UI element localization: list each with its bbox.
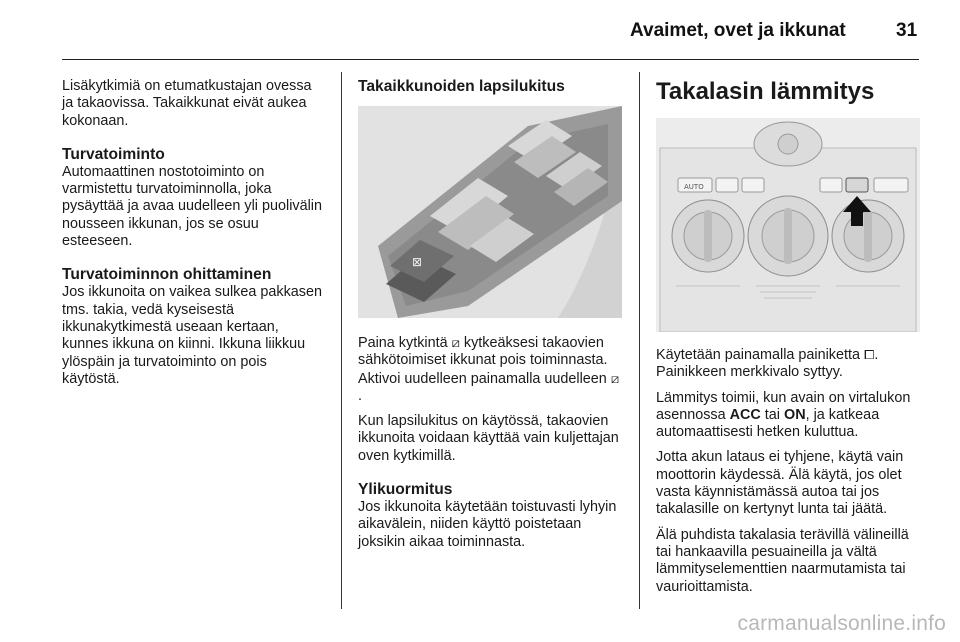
column-2 bbox=[358, 78, 620, 559]
hvac-panel-illustration bbox=[656, 118, 920, 332]
chapter-title: Avaimet, ovet ja ikkunat bbox=[630, 20, 846, 41]
heading-lapsilukitus: Takaikkunoiden lapsilukitus bbox=[358, 78, 565, 95]
page-number: 31 bbox=[896, 20, 918, 41]
paragraph-puhdistus: Älä puhdista takalasia terävillä välineillä tai hankaavilla pesuaineilla ja vältä lämmityselementtien naarmutamista tai vaurioittamista. bbox=[656, 526, 909, 595]
paragraph-ohittaminen: Jos ikkunoita on vaikea sulkea pakkasen tms. takia, vedä kyseisestä ikkunakytkimestä useaan kertaan, kunnes ikkuna on kiinni. Ikkuna liikkuu ylöspäin ja turvatoiminto on pois käytöstä. bbox=[62, 284, 322, 387]
rear-window-heating-icon: ⧠ bbox=[864, 347, 875, 362]
header-rule bbox=[62, 59, 919, 60]
column-3 bbox=[656, 78, 920, 604]
column-1 bbox=[62, 78, 324, 396]
window-switch-illustration bbox=[358, 106, 622, 318]
heading-ohittaminen: Turvatoiminnon ohittaminen bbox=[62, 266, 272, 284]
paragraph-kaytto: Käytetään painamalla painiketta ⧠. Painikkeen merkkivalo syttyy. bbox=[656, 347, 879, 381]
column-divider-2 bbox=[639, 72, 640, 609]
intro-paragraph: Lisäkytkimiä on etumatkustajan ovessa ja takaovissa. Takaikkunat eivät aukea kokonaan. bbox=[62, 78, 312, 129]
heading-ylikuormitus: Ylikuormitus bbox=[358, 481, 453, 499]
child-lock-icon: ⧄ bbox=[610, 370, 620, 386]
page-header bbox=[0, 0, 960, 62]
watermark: carmanualsonline.info bbox=[737, 612, 946, 635]
hvac-panel-figure bbox=[656, 118, 920, 332]
paragraph-virtalukko: Lämmitys toimii, kun avain on virtalukon asennossa ACC tai ON, ja katkeaa automaattisesti hetken kuluttua. bbox=[656, 389, 911, 441]
paragraph-turvatoiminto: Automaattinen nostotoiminto on varmistettu turvatoiminnolla, joka pysäyttää ja avaa uudelleen yli puolivälin nousseen ikkunan, jos se osuu esteeseen. bbox=[62, 163, 323, 250]
heading-turvatoiminto: Turvatoiminto bbox=[62, 145, 165, 163]
paragraph-akku: Jotta akun lataus ei tyhjene, käytä vain moottorin käydessä. Älä käytä, jos olet vasta käynnistämässä autoa tai jos takalasille on kertynyt lunta tai jäätä. bbox=[656, 449, 904, 518]
paragraph-lapsilukitus: Paina kytkintä ⧄ kytkeäksesi takaovien sähkötoimiset ikkunat pois toiminnasta. Aktivoi uudelleen painamalla uudelleen ⧄. bbox=[358, 335, 620, 404]
paragraph-lapsilukitus-kaytossa: Kun lapsilukitus on käytössä, takaovien ikkunoita voidaan käyttää vain kuljettajan oven kytkimillä. bbox=[358, 413, 619, 464]
child-lock-icon: ⧄ bbox=[451, 335, 460, 350]
paragraph-ylikuormitus: Jos ikkunoita käytetään toistuvasti lyhyin aikavälein, niiden käyttö poistetaan joksikin aikaa toiminnasta. bbox=[358, 499, 617, 550]
acc-label: ACC bbox=[729, 406, 761, 423]
auto-button-label: AUTO bbox=[684, 183, 704, 191]
column-divider-1 bbox=[341, 72, 342, 609]
heading-takalasin-lammitys: Takalasin lämmitys bbox=[656, 78, 875, 105]
svg-text:⊠: ⊠ bbox=[412, 255, 423, 269]
window-switch-figure bbox=[358, 106, 622, 318]
on-label: ON bbox=[784, 406, 806, 423]
